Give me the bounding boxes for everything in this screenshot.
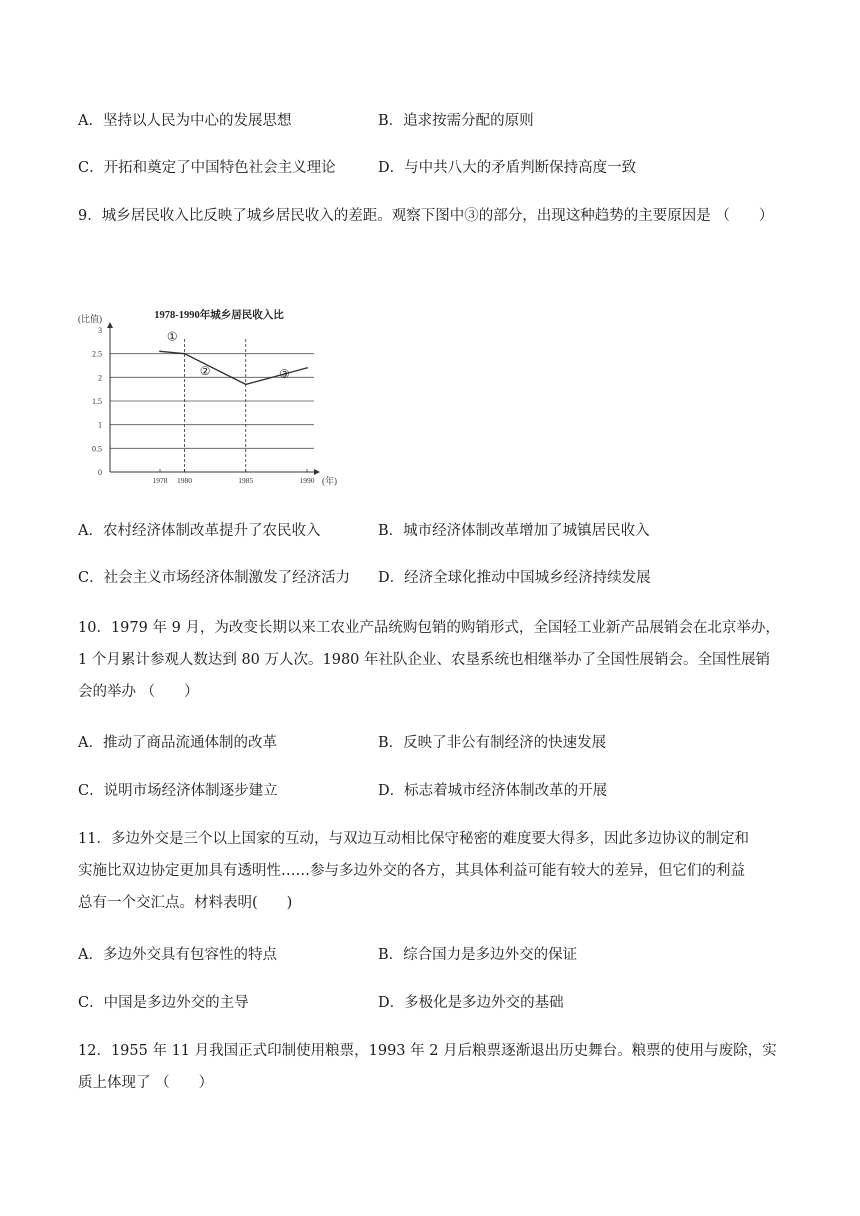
segment-label-3: ③ [278,367,290,382]
data-point-1980 [184,353,186,355]
q10-option-d: D．标志着城市经济体制改革的开展 [378,783,608,799]
segment-label-2: ② [199,364,211,379]
income-ratio-chart [74,300,354,495]
q8-option-a: A．坚持以人民为中心的发展思想 [78,113,292,129]
q8-option-d: D．与中共八大的矛盾判断保持高度一致 [378,160,637,176]
chart-ticks [92,326,315,485]
chart-x-axis-label: (年) [322,476,337,486]
q10-option-b: B．反映了非公有制经济的快速发展 [378,735,607,751]
q9-stem: 9．城乡居民收入比反映了城乡居民收入的差距。观察下图中③的部分，出现这种趋势的主要原因是 （ ） [78,208,774,224]
q11-option-b: B．综合国力是多边外交的保证 [378,947,578,963]
x-tick-label-1980: 1980 [177,476,192,485]
chart-axes [107,322,320,475]
chart-grid [110,338,314,472]
q8-option-c: C．开拓和奠定了中国特色社会主义理论 [78,160,336,176]
q11-option-c: C．中国是多边外交的主导 [78,995,249,1011]
chart-y-axis-label: (比值) [78,314,102,324]
y-tick-label-1.5: 1.5 [92,397,102,406]
y-tick-label-0: 0 [98,468,102,477]
q8-option-b: B．追求按需分配的原则 [378,113,534,129]
y-tick-label-0.5: 0.5 [92,444,102,454]
x-tick-label-1990: 1990 [299,476,315,485]
data-point-1978 [159,350,161,352]
data-point-1990 [306,367,308,369]
q9-option-d: D．经济全球化推动中国城乡经济持续发展 [378,570,651,586]
q11-stem-line-1: 11．多边外交是三个以上国家的互动，与双边互动相比保守秘密的难度要大得多，因此多边协议的制定和 [78,831,749,847]
q11-option-d: D．多极化是多边外交的基础 [378,995,564,1011]
q11-stem-line-3: 总有一个交汇点。材料表明( ) [78,895,293,911]
q10-stem-line-1: 10．1979 年 9 月，为改变长期以来工农业产品统购包销的购销形式，全国轻工业新产品展销会在北京举办， [78,620,780,636]
q9-option-c: C．社会主义市场经济体制激发了经济活力 [78,570,351,586]
x-tick-label-1978: 1978 [152,476,168,485]
q12-stem-line-2: 质上体现了 （ ） [78,1075,214,1091]
q10-stem-line-3: 会的举办 （ ） [78,684,199,700]
x-tick-label-1985: 1985 [238,476,254,485]
q9-option-a: A．农村经济体制改革提升了农民收入 [78,523,321,539]
segment-label-1: ① [166,329,178,344]
q10-option-a: A．推动了商品流通体制的改革 [78,735,277,751]
y-tick-label-3: 3 [98,326,102,335]
q11-option-a: A．多边外交具有包容性的特点 [78,947,277,963]
q9-option-b: B．城市经济体制改革增加了城镇居民收入 [378,523,650,539]
y-axis-arrow [107,322,113,328]
x-axis-arrow [314,469,320,475]
y-tick-label-2: 2 [98,373,102,383]
q11-stem-line-2: 实施比双边协定更加具有透明性……参与多边外交的各方，其具体利益可能有较大的差异，但它们的利益 [78,863,745,879]
q10-option-c: C．说明市场经济体制逐步建立 [78,783,278,799]
y-tick-label-2.5: 2.5 [92,349,102,359]
data-point-1985 [245,384,247,386]
q12-stem-line-1: 12．1955 年 11 月我国正式印制使用粮票，1993 年 2 月后粮票逐渐退出历史舞台。粮票的使用与废除，实 [78,1043,777,1059]
chart-title: 1978-1990年城乡居民收入比 [154,310,284,321]
q10-stem-line-2: 1 个月累计参观人数达到 80 万人次。1980 年社队企业、农垦系统也相继举办了全国性展销会。全国性展销 [78,652,771,668]
y-tick-label-1: 1 [98,420,102,430]
